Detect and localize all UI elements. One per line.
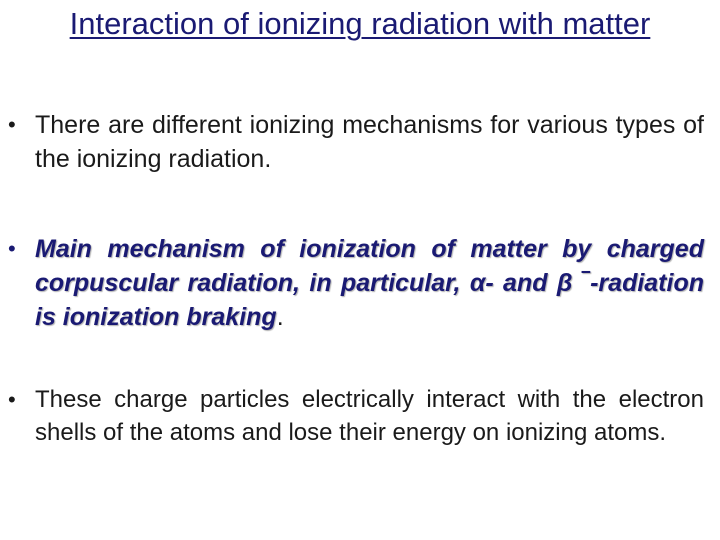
- bullet-emphasis-text: Main mechanism of ionization of matter by charged corpuscular radiation, in particular, α- and β ‾-radiation is ionization braking: [35, 235, 704, 331]
- bullet-marker: •: [8, 112, 16, 137]
- slide-title: Interaction of ionizing radiation with matter: [69, 6, 651, 41]
- bullet-marker: •: [8, 236, 16, 261]
- bullet-text: There are different ionizing mechanisms for various types of the ionizing radiation.: [35, 111, 704, 173]
- bullet-text-emphasis: [35, 232, 704, 334]
- bullet-text: These charge particles electrically interact with the electron shells of the atoms and lose their energy on ionizing atoms.: [35, 386, 704, 446]
- bullet-tail: .: [276, 303, 284, 331]
- bullet-marker: •: [8, 387, 16, 412]
